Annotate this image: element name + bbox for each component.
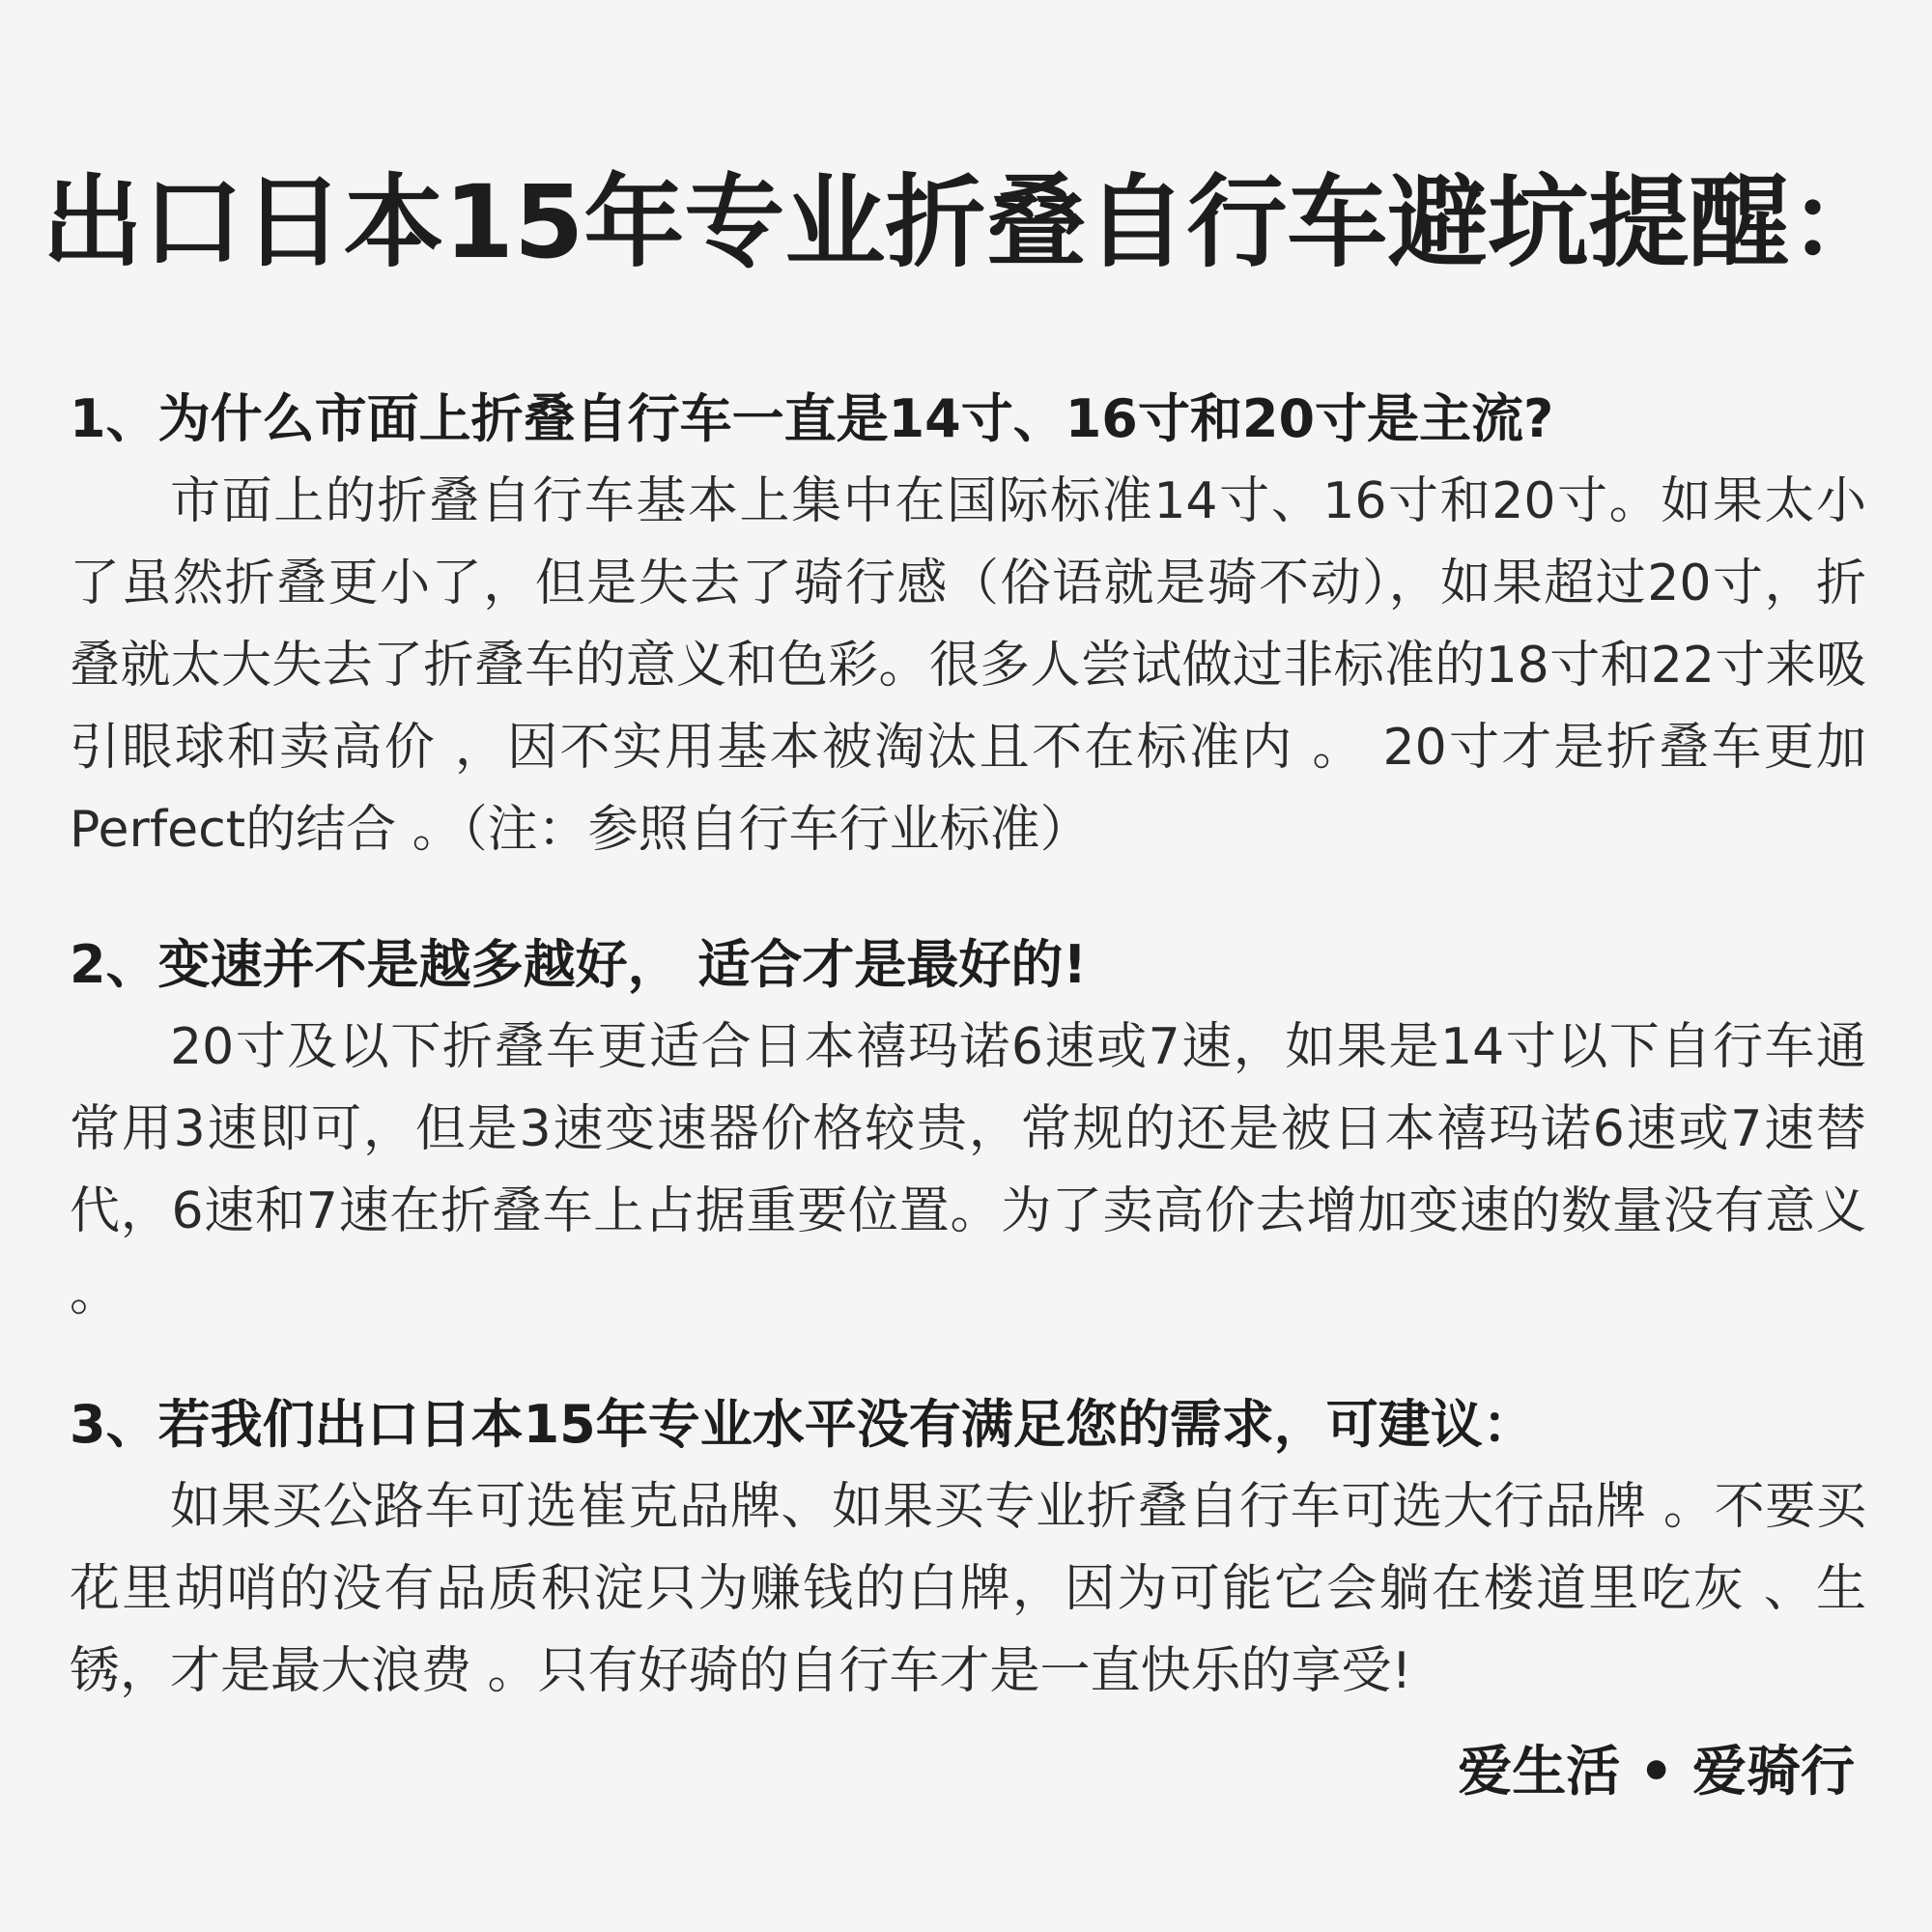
page-title: 出口日本15年专业折叠自行车避坑提醒： [42, 163, 1890, 281]
section-2-body: 20寸及以下折叠车更适合日本禧玛诺6速或7速，如果是14寸以下自行车通常用3速即可，但是3速变速器价格较贵，常规的还是被日本禧玛诺6速或7速替代，6速和7速在折叠车上占据重要位置。为了卖高价去增加变速的数量没有意义 。 [70, 1018, 1866, 1322]
section-1-body: 市面上的折叠自行车基本上集中在国际标准14寸、16寸和20寸。如果太小了虽然折叠更小了，但是失去了骑行感（俗语就是骑不动），如果超过20寸，折叠就太大失去了折叠车的意义和色彩。很多人尝试做过非标准的18寸和22寸来吸引眼球和卖高价 ，因不实用基本被淘汰且不在标准内 。 20寸才是折叠车更加Perfect的结合 。（注：参照自行车行业标准） [70, 472, 1866, 859]
section-3-body: 如果买公路车可选崔克品牌、如果买专业折叠自行车可选大行品牌 。不要买花里胡哨的没有品质积淀只为赚钱的白牌，因为可能它会躺在楼道里吃灰 、生锈，才是最大浪费 。只有好骑的自行车才是一直快乐的享受! [70, 1478, 1866, 1700]
section-2 [70, 929, 1866, 1335]
section-1 [70, 384, 1866, 871]
section-1-heading: 1、为什么市面上折叠自行车一直是14寸、16寸和20寸是主流? [70, 388, 1554, 449]
section-3-heading: 3、若我们出口日本15年专业水平没有满足您的需求，可建议： [70, 1394, 1535, 1455]
signature-slogan: 爱生活 • 爱骑行 [1458, 1741, 1855, 1804]
section-2-heading: 2、变速并不是越多越好， 适合才是最好的! [70, 934, 1087, 995]
section-3 [70, 1389, 1866, 1713]
